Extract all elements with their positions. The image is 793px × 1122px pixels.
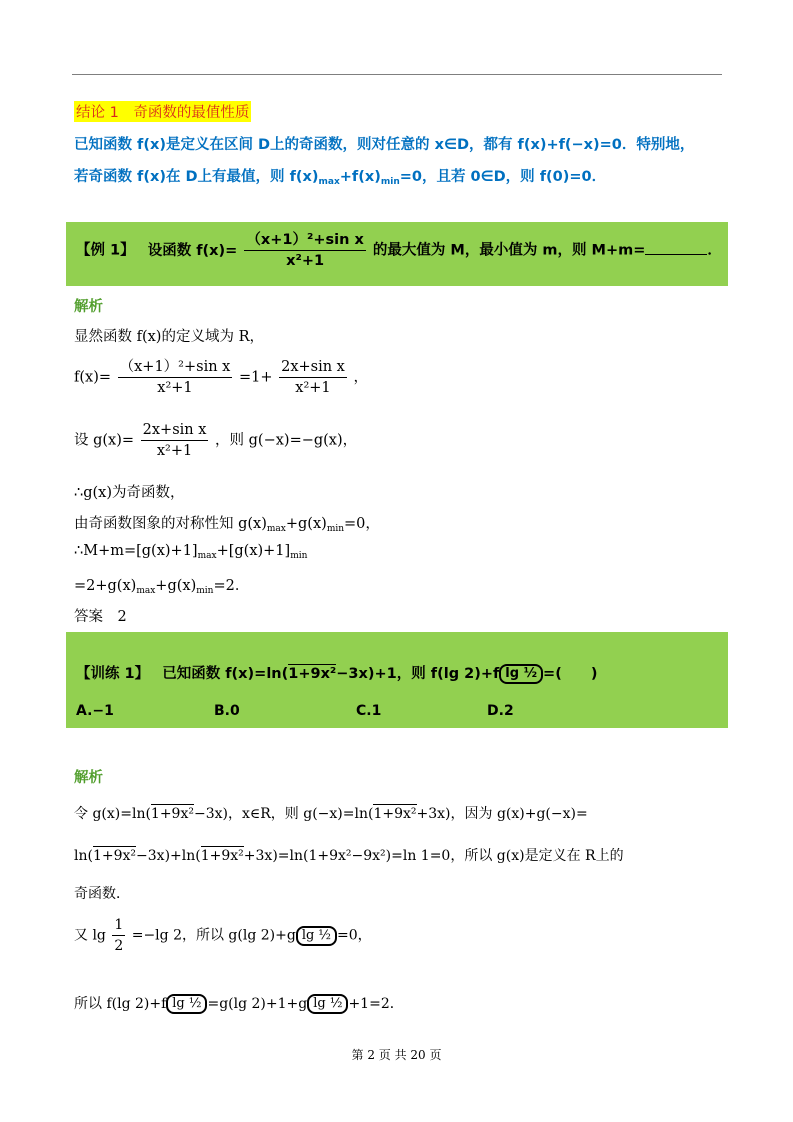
- analysis-line-1: 显然函数 f(x)的定义域为 R，: [74, 329, 264, 345]
- analysis-line-4: ∴g(x)为奇函数，: [74, 485, 185, 501]
- analysis2-line-2: ln(1+9x²−3x)+ln(1+9x²+3x)=ln(1+9x²−9x²)=ln 1=0，所以 g(x)是定义在 R上的: [74, 848, 624, 864]
- header-rule: [72, 74, 722, 75]
- analysis-label: 解析: [74, 299, 103, 315]
- choice-d: D.2: [487, 703, 514, 719]
- analysis2-line-5: 所以 f(lg 2)+f lg ½ =g(lg 2)+1+g lg ½ +1=2．: [74, 996, 404, 1012]
- analysis2-line-1: 令 g(x)=ln(1+9x²−3x)，x∈R，则 g(−x)=ln(1+9x²+3x)，因为 g(x)+g(−x)=: [74, 806, 588, 822]
- choice-a: A.−1: [76, 703, 114, 719]
- answer-blank: [645, 242, 707, 255]
- answer-line: 答案 2: [74, 609, 127, 625]
- choice-c: C.1: [356, 703, 382, 719]
- conclusion-heading: 结论 1 奇函数的最值性质: [74, 101, 251, 122]
- conclusion-line-1: 已知函数 f(x)是定义在区间 D上的奇函数，则对任意的 x∈D，都有 f(x)+f(−x)=0．特别地，: [74, 137, 695, 153]
- choice-b: B.0: [214, 703, 240, 719]
- page-footer: 第 2 页 共 20 页: [351, 1048, 442, 1062]
- analysis2-line-4: 又 lg $\frac{1}{2}$ =−lg 2，所以 g(lg 2)+g lg ½ =0，: [74, 917, 372, 954]
- training-line: 【训练 1】 已知函数 f(x)=ln(1+9x²−3x)+1，则 f(lg 2)+f lg ½ =( ): [76, 666, 598, 682]
- analysis-line-6: $\therefore M+m=[g(x)+1]_{max}+[g(x)+1]_{min}$: [74, 543, 308, 561]
- analysis-line-2: f(x)= $\frac{\text{（x+1）²+sin x}}{\text{x²+1}}$ =1+ $\frac{\text{2x+sin x}}{\text{x²+1}}$ ，: [74, 359, 368, 396]
- example-label: 【例 1】: [76, 242, 135, 259]
- training-label: 【训练 1】: [76, 666, 150, 682]
- conclusion-line-2: 若奇函数 f(x)在 D上有最值，则 $f(x)_{max}+f(x)_{min}=0$，且若 0∈D，则 f(0)=0．: [74, 169, 607, 187]
- analysis2-line-3: 奇函数．: [74, 886, 130, 902]
- analysis-line-7: $=2+g(x)_{max}+g(x)_{min}=2$．: [74, 578, 250, 596]
- example-line: 【例 1】 设函数 f(x)= $\frac{\text{（x+1）²+sin x}}{\text{x²+1}}$ 的最大值为 M，最小值为 m，则 M+m= ．: [76, 232, 722, 269]
- analysis-line-3: 设 g(x)= $\frac{\text{2x+sin x}}{\text{x²+1}}$ ，则 g(−x)=−g(x)，: [74, 422, 358, 459]
- example-fraction: $\frac{\text{（x+1）²+sin x}}{\text{x²+1}}$: [246, 232, 364, 269]
- analysis2-label: 解析: [74, 770, 103, 786]
- analysis-line-5: 由奇函数图象的对称性知 $g(x)_{max}+g(x)_{min}=0$，: [74, 516, 380, 534]
